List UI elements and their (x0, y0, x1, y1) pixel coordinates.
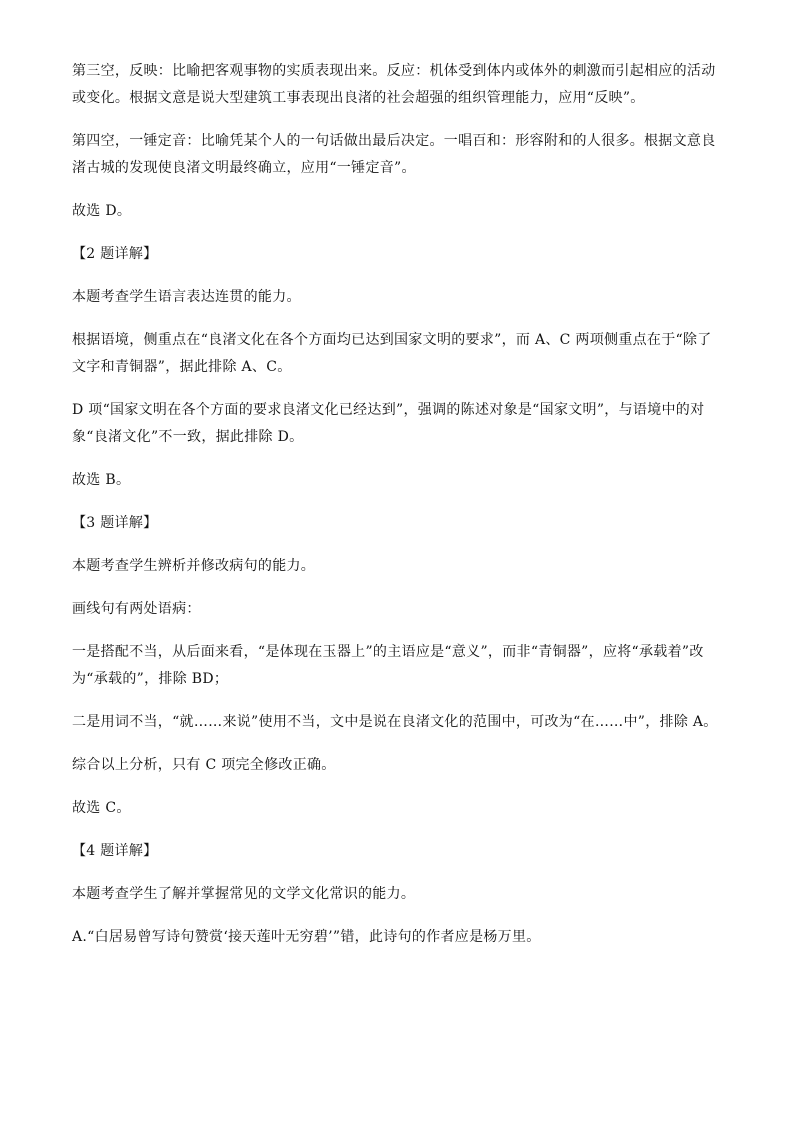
paragraph: 故选 D。 (72, 203, 132, 219)
paragraph: 本题考查学生语言表达连贯的能力。 (72, 289, 301, 305)
paragraph: 本题考查学生了解并掌握常见的文学文化常识的能力。 (72, 886, 416, 902)
paragraph: 第三空，反映：比喻把客观事物的实质表现出来。反应：机体受到体内或体外的刺激而引起相应的活动或变化。根据文意是说大型建筑工事表现出良渚的社会超强的组织管理能力，应用“反映”。 (72, 63, 716, 106)
paragraph: 故选 C。 (72, 800, 131, 816)
paragraph: 故选 B。 (72, 472, 131, 488)
paragraph: 第四空，一锤定音：比喻凭某个人的一句话做出最后决定。一唱百和：形容附和的人很多。根据文意良渚古城的发现使良渚文明最终确立，应用“一锤定音”。 (72, 133, 716, 176)
section-heading: 【3 题详解】 (72, 515, 158, 531)
paragraph: 综合以上分析，只有 C 项完全修改正确。 (72, 757, 336, 773)
document-body (72, 58, 722, 951)
paragraph: 二是用词不当，“就……来说”使用不当，文中是说在良渚文化的范围中，可改为“在……中”，排除 A。 (72, 714, 718, 730)
paragraph: 画线句有两处语病： (72, 601, 201, 617)
paragraph: 一是搭配不当，从后面来看，“是体现在玉器上”的主语应是“意义”，而非“青铜器”，应将“承载着”改为“承载的”，排除 BD； (72, 644, 704, 687)
paragraph: A.“白居易曾写诗句赞赏‘接天莲叶无穷碧’”错，此诗句的作者应是杨万里。 (72, 929, 541, 945)
section-heading: 【4 题详解】 (72, 843, 158, 859)
paragraph: 本题考查学生辨析并修改病句的能力。 (72, 558, 316, 574)
paragraph: D 项“国家文明在各个方面的要求良渚文化已经达到”，强调的陈述对象是“国家文明”，与语境中的对象“良渚文化”不一致，据此排除 D。 (72, 402, 705, 445)
paragraph: 根据语境，侧重点在“良渚文化在各个方面均已达到国家文明的要求”，而 A、C 两项侧重点在于“除了文字和青铜器”，据此排除 A、C。 (72, 332, 712, 375)
section-heading: 【2 题详解】 (72, 246, 158, 262)
